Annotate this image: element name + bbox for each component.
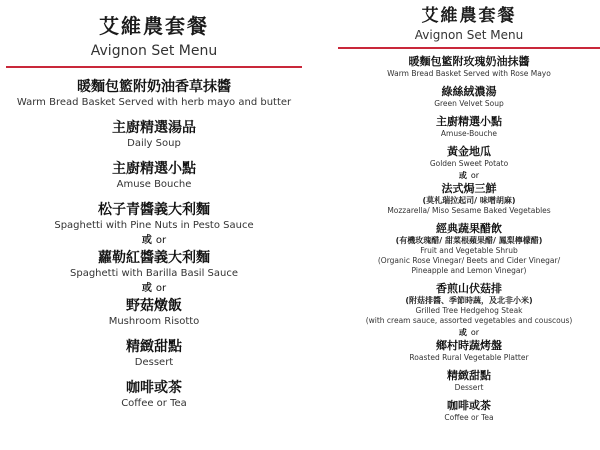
menu-item-pesto-pasta [0,202,308,232]
item-name-zh: 精緻甜點 [126,339,182,355]
item-name-en: Warm Bread Basket Served with herb mayo and butter [16,97,292,108]
menu-item-basil-pasta [0,250,308,280]
menu-item-soup [338,85,600,109]
item-name-en: Golden Sweet Potato [429,159,509,168]
menu-item-amuse [338,115,600,139]
menu-item-soup [0,120,308,150]
item-name-en: Amuse Bouche [116,179,192,190]
item-name-en: Coffee or Tea [444,413,494,422]
item-name-en: Spaghetti with Pine Nuts in Pesto Sauce [54,220,254,231]
item-name-zh: 暖麵包籃附奶油香草抹醬 [77,79,231,95]
menu-title-chinese: 艾維農套餐 [99,14,209,38]
item-name-en: Coffee or Tea [121,398,187,409]
item-name-zh: 主廚精選小點 [112,161,196,177]
item-subtitle-zh: (莫札瑞拉起司/ 味噌胡麻) [422,196,516,205]
menu-title-english: Avignon Set Menu [414,28,524,42]
item-subtitle-zh: (附菇排醬、季節時蔬，及北非小米) [405,296,533,305]
item-name-zh: 精緻甜點 [447,369,491,382]
item-name-en: Dessert [454,383,484,392]
item-name-en: Mushroom Risotto [108,316,200,327]
item-name-zh: 咖啡或茶 [447,399,491,412]
menu-title-chinese: 艾維農套餐 [421,6,517,26]
item-name-zh: 鄉村時蔬烤盤 [436,339,502,352]
item-name-en: Warm Bread Basket Served with Rose Mayo [387,69,551,78]
item-subtitle-zh: (有機玫瑰醋/ 甜菜根蘋果醋/ 鳳梨檸檬醋) [395,236,543,245]
item-name-en: Dessert [134,357,174,368]
item-name-zh: 法式焗三鮮 [441,182,497,195]
item-name-zh: 咖啡或茶 [126,380,182,396]
menu-item-sweet-potato [338,145,600,169]
item-name-en: Daily Soup [127,138,181,149]
item-name-en: Fruit and Vegetable Shrub [420,246,518,255]
menu-item-coffee-tea [338,399,600,423]
item-detail-en: Pineapple and Lemon Vinegar) [411,266,527,275]
or-separator: 或 or [141,235,167,246]
right-menu-card [338,0,600,423]
or-separator: 或 or [141,283,167,294]
menu-item-dessert [0,339,308,369]
or-separator: 或 or [458,328,480,337]
item-name-zh: 黃金地瓜 [447,145,491,158]
menu-item-hedgehog-steak [338,282,600,326]
item-name-en: Amuse-Bouche [440,129,498,138]
menu-item-baked-vegetables [338,182,600,216]
title-divider [338,47,600,49]
or-separator: 或 or [458,171,480,180]
menu-item-coffee-tea [0,380,308,410]
menu-item-shrub [338,222,600,276]
item-name-en: Mozzarella/ Miso Sesame Baked Vegetables [387,206,551,215]
item-name-en: Roasted Rural Vegetable Platter [409,353,529,362]
menu-item-dessert [338,369,600,393]
menu-item-bread [0,79,308,109]
item-name-zh: 暖麵包籃附玫瑰奶油抹醬 [408,55,530,68]
item-name-zh: 主廚精選湯品 [112,120,196,136]
item-name-en: Grilled Tree Hedgehog Steak [415,306,523,315]
item-name-zh: 綠絲絨濃湯 [441,85,497,98]
title-divider [6,66,302,68]
menu-title-english: Avignon Set Menu [90,43,218,59]
menu-item-risotto [0,298,308,328]
menu-item-vegetable-platter [338,339,600,363]
item-name-en: Spaghetti with Barilla Basil Sauce [70,268,238,279]
item-name-en: Green Velvet Soup [434,99,504,108]
item-name-zh: 香煎山伏菇排 [436,282,502,295]
item-detail-en: (with cream sauce, assorted vegetables and couscous) [365,316,573,325]
left-menu-card [0,0,308,410]
item-name-zh: 主廚精選小點 [436,115,502,128]
item-name-zh: 野菇燉飯 [126,298,182,314]
item-name-zh: 經典蔬果醋飲 [436,222,502,235]
menu-item-bread [338,55,600,79]
item-name-zh: 松子青醬義大利麵 [98,202,210,218]
menu-item-amuse [0,161,308,191]
item-name-zh: 蘿勒紅醬義大利麵 [98,250,210,266]
item-detail-en: (Organic Rose Vinegar/ Beets and Cider Vinegar/ [377,256,561,265]
